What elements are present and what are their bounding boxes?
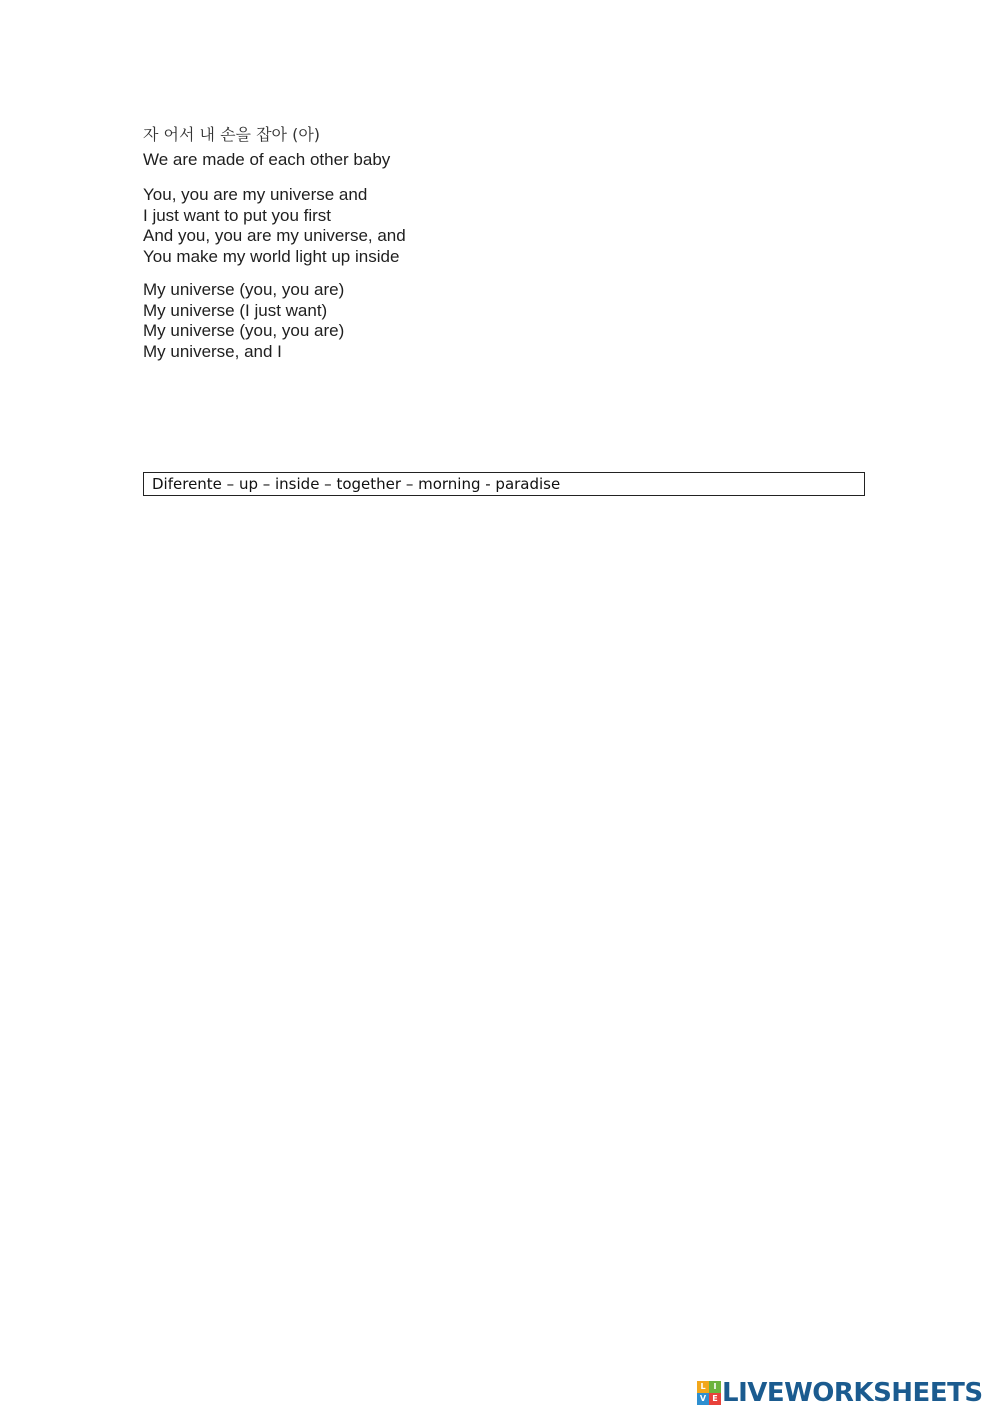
lyric-line: I just want to put you first [143,205,332,225]
stanza-3 [143,280,743,362]
logo-tile: L [697,1381,709,1393]
logo-tile: E [709,1393,721,1405]
lyric-line: My universe (you, you are) [143,321,345,340]
stanza-2 [143,185,743,267]
lyric-line: We are made of each other baby [143,150,391,169]
lyric-line: You, you are my universe and [143,185,368,204]
lyrics-block [143,122,743,362]
lyric-line: And you, you are my universe, and [143,226,406,245]
liveworksheets-brand [697,1378,983,1408]
word-bank-box: Diferente – up – inside – together – morning - paradise [143,472,865,496]
liveworksheets-logo-icon [697,1381,721,1405]
logo-tile: I [709,1381,721,1393]
lyric-line: My universe, and I [143,341,282,361]
lyric-line: You make my world light up inside [143,246,400,266]
brand-name: LIVEWORKSHEETS [722,1378,983,1408]
stanza-1 [143,122,743,172]
lyric-line: 자 어서 내 손을 잡아 (아) [143,125,321,144]
logo-tile: V [697,1393,709,1405]
lyric-line: My universe (I just want) [143,300,328,320]
lyric-line: My universe (you, you are) [143,280,345,299]
